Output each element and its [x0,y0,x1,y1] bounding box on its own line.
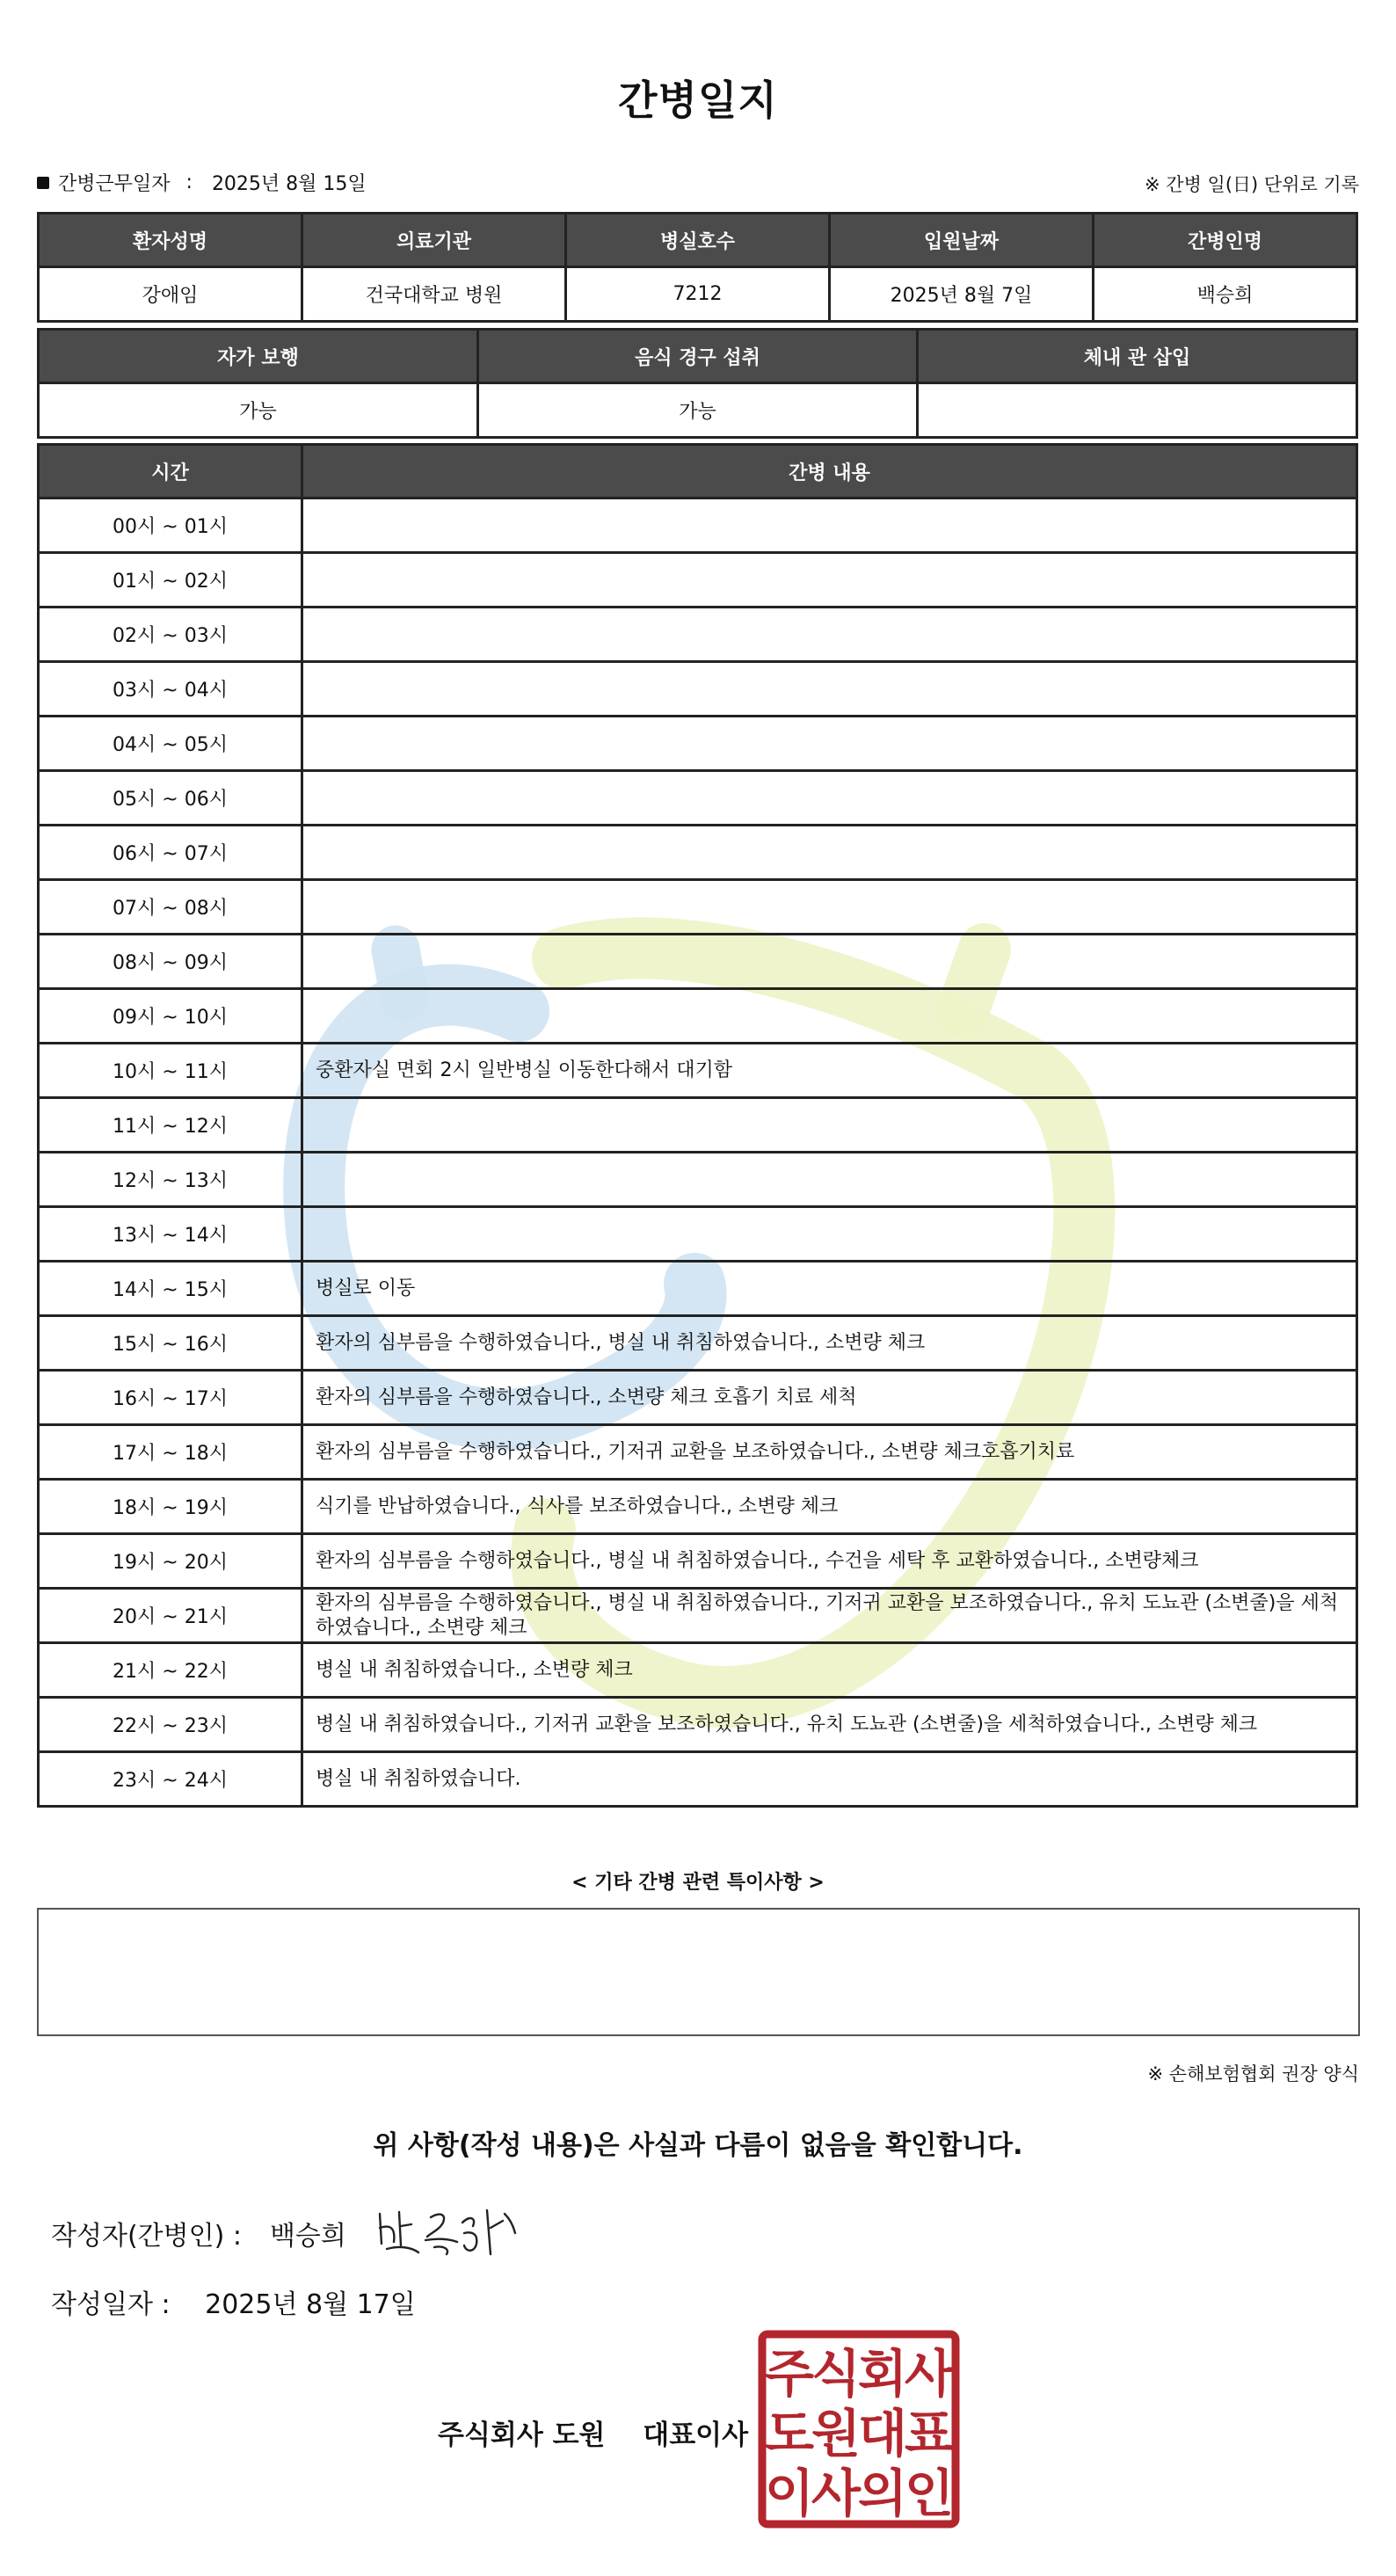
table-row [39,935,1357,989]
care-content: 중환자실 면회 2시 일반병실 이동한다해서 대기함 [302,1044,1357,1098]
care-log-table [37,443,1358,1808]
care-content: 환자의 심부름을 수행하였습니다., 기저귀 교환을 보조하였습니다., 소변량 체크호흡기치료 [302,1425,1357,1480]
written-date-line [51,2282,416,2321]
table-row [39,1153,1357,1207]
time-slot: 06시 ~ 07시 [39,826,302,880]
care-content [302,826,1357,880]
table-row [39,1425,1357,1480]
header-walking: 자가 보행 [39,330,478,383]
time-slot: 07시 ~ 08시 [39,880,302,935]
care-content: 환자의 심부름을 수행하였습니다., 병실 내 취침하였습니다., 소변량 체크 [302,1316,1357,1371]
header-patient-name: 환자성명 [39,214,302,267]
seal-glyph: 인 [904,2463,955,2523]
table-row [39,771,1357,826]
seal-glyph: 회 [857,2344,908,2404]
seal-glyph: 표 [904,2404,955,2463]
table-row [39,498,1357,553]
time-slot: 14시 ~ 15시 [39,1262,302,1316]
time-slot: 19시 ~ 20시 [39,1534,302,1589]
care-content [302,717,1357,771]
header-tube-insertion: 체내 관 삽입 [918,330,1357,383]
unit-note: ※ 간병 일(日) 단위로 기록 [1145,174,1359,195]
time-slot: 00시 ~ 01시 [39,498,302,553]
header-time: 시간 [39,445,302,498]
walking-status: 가능 [39,383,478,438]
table-row [39,1643,1357,1698]
time-slot: 08시 ~ 09시 [39,935,302,989]
care-date-value: 2025년 8월 15일 [211,173,367,195]
confirmation-statement: 위 사항(작성 내용)은 사실과 다름이 없음을 확인합니다. [373,2130,1023,2161]
time-slot: 11시 ~ 12시 [39,1098,302,1153]
time-slot: 17시 ~ 18시 [39,1425,302,1480]
table-row [39,826,1357,880]
hospital: 건국대학교 병원 [302,267,566,322]
care-content [302,1207,1357,1262]
tube-insertion-status [918,383,1357,438]
care-content: 병실로 이동 [302,1262,1357,1316]
header-caregiver: 간병인명 [1094,214,1357,267]
notes-box [37,1908,1360,2036]
writer-label: 작성자(간병인) : [51,2221,242,2252]
table-row [39,1589,1357,1643]
admission-date: 2025년 8월 7일 [830,267,1094,322]
care-content [302,608,1357,662]
care-date-label: 간병근무일자 [58,173,171,195]
header-hospital: 의료기관 [302,214,566,267]
seal-glyph: 식 [811,2344,862,2404]
care-content: 병실 내 취침하였습니다. [302,1752,1357,1807]
seal-glyph: 의 [857,2463,908,2523]
ceo-label: 대표이사 [643,2420,749,2451]
writer-line [51,2214,346,2252]
time-slot: 04시 ~ 05시 [39,717,302,771]
care-date: 간병근무일자 : 2025년 8월 15일 [37,169,367,196]
document-title: 간병일지 [618,76,778,124]
care-content: 환자의 심부름을 수행하였습니다., 병실 내 취침하였습니다., 기저귀 교환을 보조하였습니다., 유치 도뇨관 (소변줄)을 세척하였습니다., 소변량 체크 [302,1589,1357,1643]
time-slot: 12시 ~ 13시 [39,1153,302,1207]
seal-glyph: 이 [764,2463,815,2523]
patient-status-table [37,328,1358,439]
written-date-value: 2025년 8월 17일 [205,2289,416,2320]
table-row [39,1262,1357,1316]
time-slot: 23시 ~ 24시 [39,1752,302,1807]
table-row [39,880,1357,935]
room-number: 7212 [566,267,830,322]
care-content: 병실 내 취침하였습니다., 기저귀 교환을 보조하였습니다., 유치 도뇨관 (소변줄)을 세척하였습니다., 소변량 체크 [302,1698,1357,1752]
care-content [302,935,1357,989]
seal-glyph: 사 [904,2344,955,2404]
table-row [39,608,1357,662]
time-slot: 05시 ~ 06시 [39,771,302,826]
seal-glyph: 대 [857,2404,908,2463]
writer-name: 백승희 [269,2221,346,2252]
table-row [39,1480,1357,1534]
time-slot: 20시 ~ 21시 [39,1589,302,1643]
handwritten-signature [373,2201,522,2259]
time-slot: 03시 ~ 04시 [39,662,302,717]
table-row [39,662,1357,717]
care-content: 환자의 심부름을 수행하였습니다., 병실 내 취침하였습니다., 수건을 세탁 후 교환하였습니다., 소변량체크 [302,1534,1357,1589]
header-oral-intake: 음식 경구 섭취 [478,330,918,383]
time-slot: 18시 ~ 19시 [39,1480,302,1534]
table-row [39,989,1357,1044]
form-source-note: ※ 손해보험협회 권장 양식 [1147,2063,1359,2085]
table-row [39,1371,1357,1425]
seal-glyph: 사 [811,2463,862,2523]
company-name: 주식회사 도원 [438,2420,606,2451]
care-content [302,989,1357,1044]
header-care-content: 간병 내용 [302,445,1357,498]
table-row [39,1316,1357,1371]
time-slot: 16시 ~ 17시 [39,1371,302,1425]
time-slot: 15시 ~ 16시 [39,1316,302,1371]
time-slot: 02시 ~ 03시 [39,608,302,662]
seal-glyph: 원 [811,2404,862,2463]
time-slot: 09시 ~ 10시 [39,989,302,1044]
bullet-square-icon [37,177,49,189]
table-row [39,717,1357,771]
time-slot: 10시 ~ 11시 [39,1044,302,1098]
table-row [39,1534,1357,1589]
table-row [39,1752,1357,1807]
seal-glyph: 주 [764,2344,815,2404]
care-content [302,1153,1357,1207]
patient-name: 강애임 [39,267,302,322]
care-content [302,553,1357,608]
care-content [302,771,1357,826]
header-admission-date: 입원날짜 [830,214,1094,267]
care-content: 식기를 반납하였습니다., 식사를 보조하였습니다., 소변량 체크 [302,1480,1357,1534]
time-slot: 21시 ~ 22시 [39,1643,302,1698]
time-slot: 22시 ~ 23시 [39,1698,302,1752]
caregiver-name: 백승희 [1094,267,1357,322]
care-content [302,662,1357,717]
patient-info-table [37,212,1358,323]
care-content [302,1098,1357,1153]
table-row [39,1698,1357,1752]
table-row [39,1098,1357,1153]
care-content [302,498,1357,553]
care-content: 병실 내 취침하였습니다., 소변량 체크 [302,1643,1357,1698]
company-line [438,2412,748,2452]
written-date-label: 작성일자 : [51,2289,171,2320]
header-room: 병실호수 [566,214,830,267]
time-slot: 13시 ~ 14시 [39,1207,302,1262]
table-row [39,1207,1357,1262]
care-content: 환자의 심부름을 수행하였습니다., 소변량 체크 호흡기 치료 세척 [302,1371,1357,1425]
table-row [39,1044,1357,1098]
oral-intake-status: 가능 [478,383,918,438]
company-seal-stamp [758,2330,960,2529]
table-row [39,553,1357,608]
notes-title: < 기타 간병 관련 특이사항 > [571,1872,825,1894]
seal-glyph: 도 [764,2404,815,2463]
care-content [302,880,1357,935]
time-slot: 01시 ~ 02시 [39,553,302,608]
